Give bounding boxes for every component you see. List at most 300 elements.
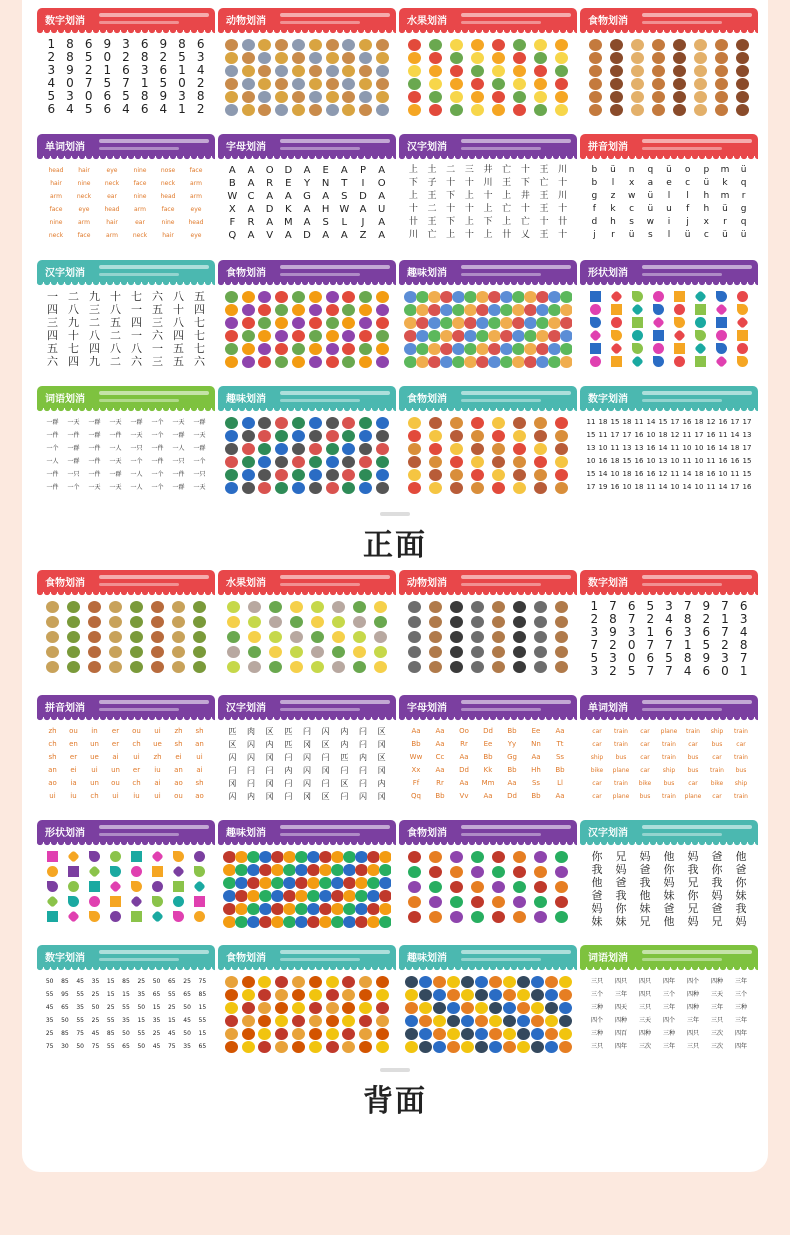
picture-icon [475,1015,488,1027]
picture-item [404,455,425,468]
picture-item [240,416,257,429]
grid-item: 25 [91,1017,100,1024]
shape-item [669,329,690,342]
picture-item [343,850,355,863]
picture-item [524,316,536,329]
grid-item: 25 [137,978,146,985]
picture-icon [326,430,339,442]
picture-item [452,290,464,303]
picture-item [500,342,512,355]
picture-icon [326,78,339,90]
grid-item: train [734,754,748,761]
shape-icon [67,910,79,922]
grid-item: er [132,766,141,774]
picture-item [516,1001,530,1014]
grid-item: 一天 [172,419,185,426]
grid-item: S [341,191,348,202]
picture-item [488,895,509,910]
picture-icon [610,65,623,77]
picture-item [536,303,548,316]
picture-icon [342,443,355,455]
picture-icon [464,291,476,303]
picture-icon [416,343,428,355]
picture-item [240,429,257,442]
picture-icon [376,65,389,77]
picture-item [324,481,341,494]
picture-icon [292,443,305,455]
grid-item: A [322,191,330,202]
card-grid [42,725,210,803]
card-header-scallop [218,967,396,974]
picture-icon [429,65,442,77]
picture-item [257,51,274,64]
card-grid [404,38,572,116]
picture-icon [275,443,288,455]
grid-item: 11 [586,418,596,426]
picture-item [432,1014,446,1027]
grid-item: 16 [730,457,740,465]
picture-item [357,90,374,103]
picture-item [324,290,341,303]
grid-item: 三只 [590,978,603,985]
grid-item: 八 [68,303,79,316]
picture-item [502,1027,516,1040]
picture-icon [560,356,572,368]
picture-item [669,90,690,103]
card-instruction-line [99,265,209,269]
picture-item [467,630,488,645]
picture-item [509,429,530,442]
picture-icon [531,1002,544,1014]
grid-item: B [228,178,236,189]
grid-item: A [303,204,311,215]
grid-item: 8 [66,38,74,51]
grid-item: 4 [683,665,692,678]
grid-item: car [640,741,650,748]
card-instruction-line [461,950,571,954]
picture-item [690,103,711,116]
grid-item: Aa [459,779,469,787]
picture-icon [408,52,421,64]
picture-icon [673,104,686,116]
grid-item: 亡 [539,178,549,188]
front-card [218,260,396,378]
shape-item [189,850,210,865]
card-header [580,570,758,592]
card-header-scallop [37,156,215,163]
grid-item: head [188,219,204,226]
grid-item: 下 [483,217,493,227]
picture-icon [652,52,665,64]
picture-item [452,316,464,329]
picture-icon [376,1028,389,1040]
shape-icon [47,851,58,862]
picture-icon [225,430,238,442]
picture-item [265,615,286,630]
grid-item: 下 [408,178,418,188]
picture-item [244,615,265,630]
picture-icon [235,890,247,902]
picture-item [257,64,274,77]
picture-icon [534,469,547,481]
picture-item [240,1027,257,1040]
picture-item [324,975,341,988]
grid-item: 你 [735,876,747,889]
picture-item [257,90,274,103]
grid-item: Nn [531,740,541,748]
grid-item: 1 [178,103,186,116]
grid-item: 一 [131,303,142,316]
grid-item: neck [104,180,120,187]
card-instruction-line [642,575,752,579]
picture-item [257,329,274,342]
picture-item [425,910,446,925]
picture-icon [258,91,271,103]
picture-item [488,355,500,368]
grid-item: 0 [721,665,729,678]
grid-item: X [228,204,236,215]
picture-item [126,615,147,630]
picture-item [551,77,572,90]
picture-item [240,468,257,481]
picture-item [307,630,328,645]
picture-item [467,615,488,630]
picture-item [446,455,467,468]
grid-item: Ss [555,753,565,761]
picture-icon [269,631,282,643]
grid-item: J [361,217,365,228]
grid-item: 2 [721,639,729,652]
grid-item: Cc [435,753,445,761]
shape-icon [173,851,184,862]
picture-item [425,442,446,455]
picture-item [367,915,379,928]
card-record-line [280,833,360,836]
picture-icon [492,911,505,923]
picture-icon [531,976,544,988]
picture-item [105,660,126,675]
grid-item: g [740,204,747,214]
picture-icon [326,304,339,316]
grid-item: 二 [446,165,456,175]
picture-item [273,290,290,303]
shape-icon [631,355,643,367]
picture-icon [359,1002,372,1014]
grid-item: ai [154,779,161,787]
picture-icon [471,851,484,863]
grid-item: 三天 [710,991,723,998]
picture-icon [342,39,355,51]
card-record-line [280,21,360,24]
picture-item [223,38,240,51]
picture-icon [151,646,164,658]
grid-item: b [591,178,598,188]
picture-item [374,429,391,442]
grid-item: 55 [137,1030,146,1037]
shape-icon [152,881,163,892]
grid-item: 3 [739,613,748,626]
picture-item [290,355,307,368]
picture-item [341,416,358,429]
picture-icon [172,601,185,613]
shape-icon [110,851,121,862]
picture-item [488,615,509,630]
picture-icon [513,39,526,51]
picture-icon [367,916,379,928]
picture-icon [488,304,500,316]
picture-item [404,865,425,880]
grid-item: Dd [507,792,517,800]
picture-item [374,64,391,77]
grid-item: 闪 [321,727,330,736]
shape-icon [194,896,205,907]
grid-item: 7 [590,639,599,652]
grid-item: nose [160,167,176,174]
picture-icon [376,91,389,103]
grid-item: 你 [615,902,627,915]
picture-item [341,329,358,342]
card-header [580,260,758,282]
picture-item [404,416,425,429]
grid-item: 爸 [615,876,627,889]
picture-icon [524,356,536,368]
picture-icon [560,291,572,303]
picture-icon [450,631,463,643]
grid-item: 85 [122,978,130,985]
picture-icon [503,1028,516,1040]
card-header-scallop [580,842,758,849]
grid-item: 65 [122,1043,130,1050]
grid-item: A [322,230,330,241]
picture-icon [258,443,271,455]
grid-item: 17 [730,418,740,426]
picture-icon [242,417,255,429]
picture-icon [513,661,526,673]
grid-item: 15 [610,418,620,426]
picture-icon [589,65,602,77]
grid-item: 上 [483,204,493,214]
grid-item: 35 [137,991,146,998]
grid-item: 闩 [358,779,367,788]
grid-item: 内 [358,753,367,762]
picture-item [341,1040,358,1053]
back-card [218,820,396,938]
picture-item [324,468,341,481]
picture-icon [534,443,547,455]
picture-icon [242,330,255,342]
picture-icon [376,417,389,429]
grid-item: ue [153,740,162,748]
grid-item: 闩 [246,779,255,788]
picture-icon [258,304,271,316]
picture-icon [534,417,547,429]
picture-icon [332,616,345,628]
shape-icon [89,896,100,907]
picture-icon [309,304,322,316]
grid-item: 75 [91,1043,100,1050]
picture-item [488,880,509,895]
grid-item: 15 [198,1004,207,1011]
picture-item [374,1027,391,1040]
picture-icon [548,330,560,342]
card-title: 形状划消 [588,268,628,279]
grid-item: 三年 [686,1017,699,1024]
picture-icon [531,1015,544,1027]
picture-item [560,355,572,368]
shape-icon [590,304,601,315]
picture-item [627,77,648,90]
picture-item [374,316,391,329]
grid-item: 15 [137,1017,146,1024]
grid-item: R [247,217,255,228]
grid-item: 50 [137,1004,146,1011]
picture-icon [307,877,319,889]
picture-item [379,902,391,915]
picture-item [711,103,732,116]
picture-icon [355,864,367,876]
card-header-scallop [399,408,577,415]
grid-item: Ee [483,740,493,748]
card-header-scallop [37,408,215,415]
grid-item: 一件 [109,432,122,439]
card-header [218,134,396,156]
shape-icon [674,304,685,315]
picture-item [357,481,374,494]
grid-item: 25 [106,1004,115,1011]
grid-item: 18 [634,483,644,491]
grid-item: car [712,754,722,761]
picture-item [307,290,324,303]
picture-icon [374,646,387,658]
picture-item [307,329,324,342]
picture-icon [548,304,560,316]
back-cards-board [37,570,761,1064]
shape-item [42,880,63,895]
grid-item: 14 [658,444,668,452]
picture-icon [353,601,366,613]
picture-item [530,51,551,64]
picture-item [530,975,544,988]
grid-item: ai [196,766,203,774]
grid-item: 十 [173,303,184,316]
picture-icon [429,896,442,908]
picture-icon [151,601,164,613]
grid-item: 王 [427,217,437,227]
grid-item: 妈 [639,850,651,863]
back-card [580,695,758,813]
grid-item: l [611,178,615,188]
picture-icon [242,976,255,988]
grid-item: h [610,217,616,227]
picture-icon [559,1015,572,1027]
picture-item [379,915,391,928]
picture-item [367,902,379,915]
picture-item [244,645,265,660]
picture-icon [235,877,247,889]
grid-item: 16 [634,431,644,439]
picture-item [404,600,425,615]
shape-icon [130,895,142,907]
front-card [37,386,215,504]
grid-item: 五 [173,342,184,355]
picture-icon [319,890,331,902]
picture-icon [172,661,185,673]
picture-item [357,355,374,368]
picture-icon [555,417,568,429]
grid-item: 十 [464,178,474,188]
picture-icon [343,890,355,902]
grid-item: E [285,178,292,189]
grid-item: k [722,178,728,188]
shape-icon [716,317,727,328]
grid-item: A [284,191,292,202]
picture-icon [534,616,547,628]
picture-item [240,303,257,316]
grid-item: 闪 [228,753,237,762]
picture-item [488,910,509,925]
picture-icon [536,291,548,303]
picture-item [307,316,324,329]
grid-item: 区 [340,779,349,788]
card-instruction-line [642,265,752,269]
picture-icon [326,1015,339,1027]
picture-item [374,988,391,1001]
grid-item: k [610,204,616,214]
picture-item [488,600,509,615]
picture-icon [292,317,305,329]
picture-item [460,1001,474,1014]
picture-item [319,876,331,889]
picture-item [189,615,210,630]
card-instruction-line [280,265,390,269]
picture-icon [517,1041,530,1053]
picture-icon [379,864,391,876]
picture-item [467,429,488,442]
grid-item: 10 [598,444,608,452]
grid-item: 匹 [228,727,237,736]
picture-icon [404,356,416,368]
grid-item: 闪 [358,792,367,801]
picture-item [404,880,425,895]
picture-item [341,1001,358,1014]
grid-item: 四 [68,355,79,368]
grid-item: A [284,230,292,241]
grid-item: q [740,178,747,188]
grid-item: 五 [194,290,205,303]
grid-item: 16 [610,483,620,491]
picture-icon [223,851,235,863]
picture-icon [326,482,339,494]
grid-item: 10 [646,431,656,439]
picture-item [328,600,349,615]
picture-item [295,850,307,863]
grid-item: 16 [598,457,608,465]
picture-icon [419,1028,432,1040]
picture-icon [225,330,238,342]
shape-icon [611,317,622,328]
grid-item: 7 [627,613,636,626]
picture-item [328,660,349,675]
picture-icon [309,430,322,442]
grid-item: 8 [683,613,692,626]
grid-item: 闩 [284,779,293,788]
picture-item [307,645,328,660]
shape-item [42,850,63,865]
picture-icon [524,317,536,329]
picture-item [464,290,476,303]
picture-item [446,1014,460,1027]
picture-icon [319,851,331,863]
